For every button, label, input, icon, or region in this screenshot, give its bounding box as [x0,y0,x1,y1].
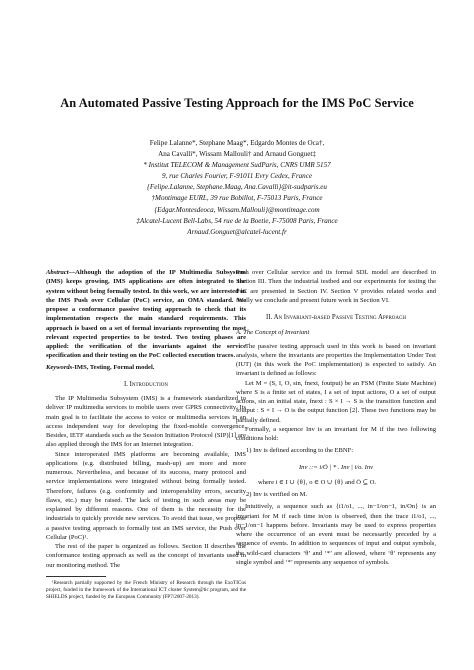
paragraph: Let M = (S, I, O, sin, fnext, foutput) be an FSM (Finite State Machine) where S is a finite set of states, I a set of input actions, O a set of output actions, sin an initial state, fnext : S × I → S is the transition function and foutput : S × I → O is the output function [2]. These two functions may be partially defined. [236,379,436,424]
keywords-text: -IMS, Testing, Formal model. [72,363,155,371]
author-block [0,138,474,238]
affiliation-line: †Montimage EURL, 39 rue Bobillot, F-75013 Paris, France [151,194,323,203]
left-column [46,268,246,601]
keywords-lead: Keywords [46,363,73,371]
paper-title: An Automated Passive Testing Approach for the IMS PoC Service [60,96,414,110]
author-line: Ana Cavalli*, Wissam Mallouli† and Arnaud Gonguet‡ [158,150,316,159]
paragraph: The IP Multimedia Subsystem (IMS) is a framework standardized to deliver IP multimedia services to mobile users over GPRS connectivity. Its main goal is to facilitate the access to voice or multimedia services in an access independent way for developing the fixed-mobile convergence. Besides, IETF standards such as the Session Initiation Protocol (SIP)[1] are also applied through the IMS for an Internet integration. [46,395,246,449]
paragraph: Intuitively, a sequence such as {i1/o1, ..., in−1/on−1, in/On} is an invariant for M if each time in/on is observed, then the trace i1/o1, ..., in−1/on−1 happens before. Invariants may be used to express properties where the occurrence of an event must be necessarily preceded by a sequence of events. In addition to sequences of input and output symbols, the wild-card characters ‘θ’ and ‘*’ are allowed, where ‘θ’ represents any single symbol and ‘*’ represents any sequence of symbols. [236,503,436,566]
paragraph: Formally, a sequence Inv is an invariant for M if the two following conditions hold: [236,425,436,442]
paragraph: Since interoperated IMS platforms are becoming available, IMS applications (e.g. distributed billing, mash-up) are more and more numerous. Nevertheless, and because of its success, many protocol and service implementations were integrated without being formally tested. Therefore, failures (e.g. conformity and interoperability errors, security flaws, etc.) may be raised. The lack of testing in such areas may be explained by different reasons. One of them is the necessity for the industrials to quickly provide new services. To avoid that issue, we propose a passive testing approach to formally test an IMS service, the Push over Cellular (PoC)¹. [46,450,246,541]
paragraph: The passive testing approach used in this work is based on invariant analysis, where the invariants are properties the Implementation Under Test (IUT) (in this work the PoC implementation) is expected to satisfy. An invariant is defined as follows: [236,342,436,378]
section-heading-intro: I. Introduction [123,380,169,388]
abstract-text: —Although the adoption of the IP Multimedia Subsystem (IMS) keeps growing, IMS applications are often integrated to the system without being formally tested. In this work, we are interested in the IMS Push over Cellular (PoC) service, an OMA standard. We propose a conformance passive testing approach to check that its implementation respects the main standard requirements. This approach is based on a set of formal invariants representing the most relevant expected properties to be tested. Two testing phases are applied: the verification of the invariants against the service specification and their testing on the PoC collected execution traces. [46,269,246,360]
formula-where: where i ∈ I ∪ {θ}, o ∈ O ∪ {θ} and Ō ⊆ O. [258,478,377,486]
subsection-heading-invariant: A. The Concept of Invariant [236,329,310,337]
author-line: Felipe Lalanne*, Stephane Maag*, Edgardo Montes de Oca†, [149,139,325,147]
affiliation-line: 9, rue Charles Fourier, F-91011 Evry Cedex, France [162,172,312,181]
paragraph: Push over Cellular service and its formal SDL model are described in Section III. Then the industrial testbed and our experiments for testing the PoC are presented in Section IV. Section V provides related works and finally we conclude and present future work in Section VI. [236,269,436,304]
footnote-divider [46,576,106,577]
affiliation-line: * Institut TELECOM & Management SudParis, CNRS UMR 5157 [143,161,331,170]
paragraph: The rest of the paper is organized as follows. Section II describes the conformance testing approach as well as the concept of invariants used in our monitoring method. The [46,543,246,569]
abstract [46,268,246,361]
section-heading-approach: II. An Invariant-based Passive Testing Approach [266,314,406,321]
footnote: ¹Research partially supported by the French Ministry of Research through the ExoTICus project, funded in the framework of the International ICT cluster System@tic program, and the SHIELDS project, funded by the European Community (FP7/2007-2013). [46,579,246,600]
condition-item: 2) Inv is verified on M. [246,491,308,498]
affiliation-email: {Edgar.Montesdeoca, Wissam.Mallouli}@montimage.com [154,205,320,214]
condition-item: 1) Inv is defined according to the EBNF: [246,447,354,455]
keywords [46,363,246,372]
affiliation-email: Arnaud.Gonguet@alcatel-lucent.fr [187,227,287,236]
abstract-lead: Abstract [46,269,69,276]
right-column [236,268,436,567]
affiliation-email: {Felipe.Lalanne, Stephane.Maag, Ana.Cavalli}@it-sudparis.eu [147,183,327,192]
ebnf-formula: Inv ::= i/Ō | * . Inv | i/o. Inv [298,463,373,471]
affiliation-line: ‡Alcatel-Lucent Bell-Labs, 54 rue de la Boetie, F-75008 Paris, France [136,216,338,225]
